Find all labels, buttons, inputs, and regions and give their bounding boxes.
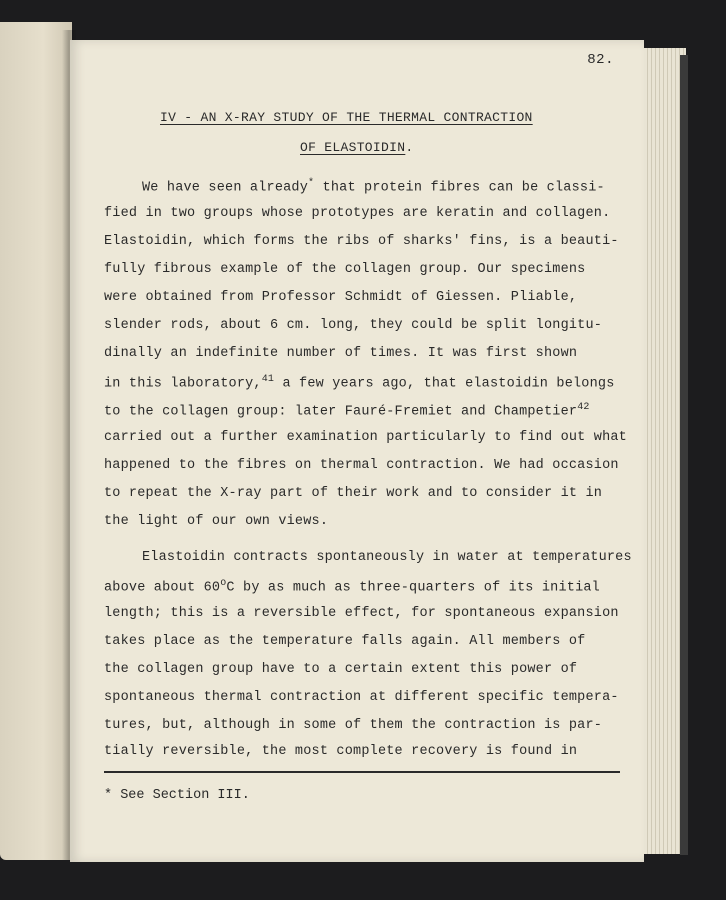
section-title-line1 bbox=[160, 110, 533, 125]
degree-sign: o bbox=[220, 578, 227, 589]
paragraph2-line1: Elastoidin contracts spontaneously in water at temperatures bbox=[142, 550, 632, 565]
paragraph2-line4: takes place as the temperature falls again. All members of bbox=[104, 634, 586, 649]
paragraph1-line2: fied in two groups whose prototypes are keratin and collagen. bbox=[104, 206, 611, 221]
p1-text: that protein fibres can be classi- bbox=[322, 180, 605, 196]
section-title-period: . bbox=[405, 140, 414, 155]
paragraph2-line8: tially reversible, the most complete recovery is found in bbox=[104, 744, 578, 759]
paragraph1-line7: dinally an indefinite number of times. It was first shown bbox=[104, 346, 578, 361]
reference-42: 42 bbox=[577, 402, 590, 413]
paragraph2-line6: spontaneous thermal contraction at different specific tempera- bbox=[104, 690, 619, 705]
paragraph2-line7: tures, but, although in some of them the contraction is par- bbox=[104, 718, 603, 733]
paragraph1-line9 bbox=[104, 402, 590, 420]
section-title-text-1: IV - AN X-RAY STUDY OF THE THERMAL CONTRACTION bbox=[160, 110, 533, 125]
paragraph1-line12: to repeat the X-ray part of their work and to consider it in bbox=[104, 486, 603, 501]
paragraph1-line4: fully fibrous example of the collagen group. Our specimens bbox=[104, 262, 586, 277]
paragraph1-line13: the light of our own views. bbox=[104, 514, 329, 529]
p2-text: C by as much as three-quarters of its initial bbox=[226, 580, 600, 596]
paragraph1-line8 bbox=[104, 374, 615, 392]
section-title-line2 bbox=[300, 140, 413, 155]
reference-41: 41 bbox=[261, 374, 275, 385]
paragraph1-line6: slender rods, about 6 cm. long, they could be split longitu- bbox=[104, 318, 603, 333]
p1-text: We have seen already bbox=[142, 180, 309, 196]
p1-text: to the collagen group: later Fauré-Fremiet and Champetier bbox=[104, 404, 578, 420]
paragraph1-line3: Elastoidin, which forms the ribs of sharks' fins, is a beauti- bbox=[104, 234, 619, 249]
footnote-marker: * bbox=[308, 178, 315, 189]
footnote: * See Section III. bbox=[104, 788, 250, 803]
page-number: 82. bbox=[587, 52, 614, 68]
footnote-divider bbox=[104, 771, 620, 773]
paragraph1-line5: were obtained from Professor Schmidt of Giessen. Pliable, bbox=[104, 290, 578, 305]
p1-text: a few years ago, that elastoidin belongs bbox=[282, 376, 615, 392]
paragraph2-line3: length; this is a reversible effect, for spontaneous expansion bbox=[104, 606, 619, 621]
paragraph1-line10: carried out a further examination particularly to find out what bbox=[104, 430, 627, 445]
paragraph2-line5: the collagen group have to a certain extent this power of bbox=[104, 662, 578, 677]
section-title-text-2: OF ELASTOIDIN bbox=[300, 140, 406, 155]
p1-text: in this laboratory, bbox=[104, 376, 262, 392]
paragraph2-line2 bbox=[104, 578, 600, 596]
book-cover-edge bbox=[680, 55, 688, 855]
paragraph1-line1 bbox=[142, 178, 605, 196]
book-page bbox=[70, 40, 644, 862]
p2-text: above about 60 bbox=[104, 580, 221, 596]
paragraph1-line11: happened to the fibres on thermal contraction. We had occasion bbox=[104, 458, 619, 473]
